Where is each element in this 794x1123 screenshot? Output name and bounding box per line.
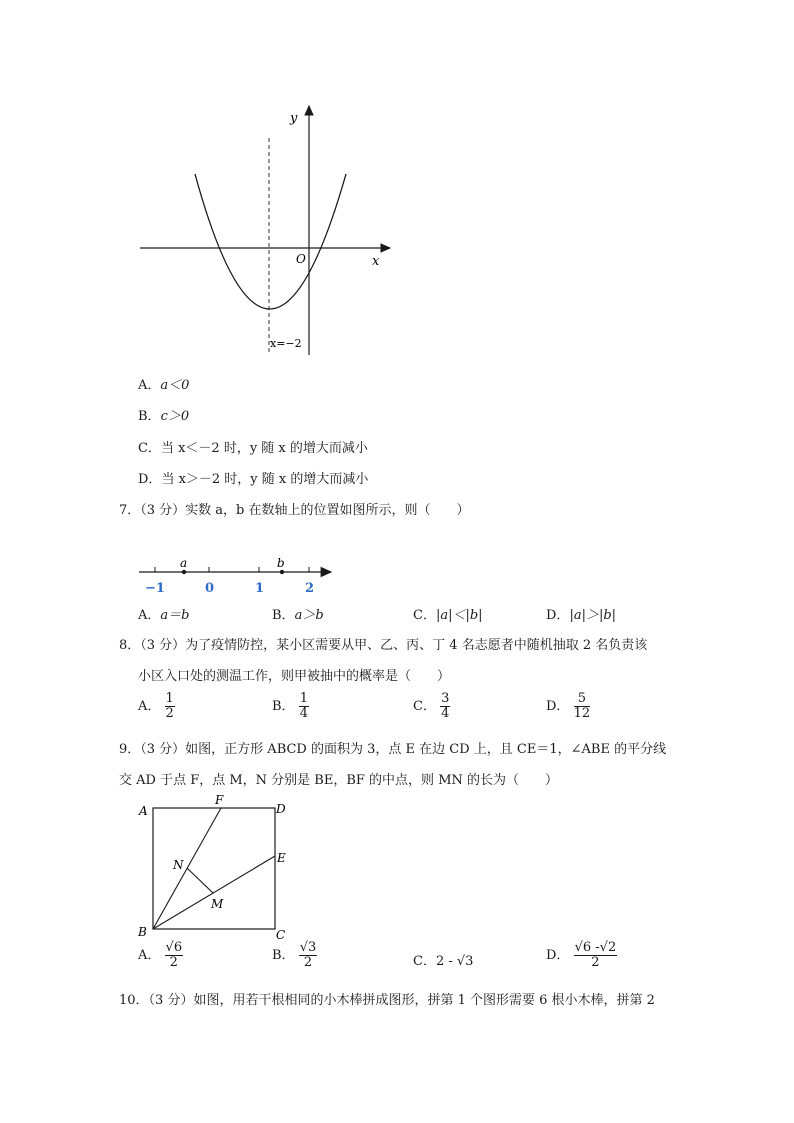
q6-option-d[interactable] [138, 468, 368, 487]
q10-stem: 10．（3 分）如图，用若干根相同的小木棒拼成图形，拼第 1 个图形需要 6 根小木棒，拼第 2 [119, 993, 655, 1008]
point-b-dot [280, 570, 284, 574]
q8-option-a-fraction [165, 692, 175, 721]
q8-option-c-fraction [440, 692, 450, 721]
q8-option-d-fraction [574, 692, 591, 721]
tick-label-2: 2 [305, 581, 315, 596]
q8-option-a[interactable] [138, 692, 175, 721]
fraction-numerator: 5 [574, 692, 591, 707]
fraction-denominator: 4 [299, 706, 308, 721]
fraction-numerator: 3 [441, 691, 450, 706]
parabola-figure [130, 100, 400, 360]
q8-option-b-letter: B． [272, 699, 295, 714]
q7-option-a-text: a＝b [160, 608, 190, 623]
segment-be [153, 856, 275, 929]
q7-option-d-letter: D． [546, 608, 570, 623]
symmetry-axis-label: x=−2 [270, 337, 302, 350]
parabola-curve [195, 174, 346, 309]
label-e: E [277, 851, 286, 865]
label-a: A [139, 804, 148, 818]
q6-option-b-text: c＞0 [160, 409, 190, 424]
q9-option-b-letter: B． [272, 948, 295, 963]
q9-stem-line1: 9．（3 分）如图，正方形 ABCD 的面积为 3，点 E 在边 CD 上，且 CE＝1，∠ABE 的平分线 [119, 742, 667, 757]
segment-mn [187, 868, 213, 893]
q9-option-c-letter: C． [413, 954, 436, 969]
q6-option-d-letter: D． [138, 472, 162, 487]
q9-option-a-fraction [165, 941, 184, 970]
q8-option-c[interactable] [413, 692, 450, 721]
q7-option-c-text: |a|＜|b| [435, 608, 483, 623]
q8-option-b[interactable] [272, 692, 309, 721]
square-figure [135, 790, 295, 940]
fraction-denominator: 12 [573, 706, 591, 721]
q6-option-a[interactable] [138, 374, 189, 393]
fraction-numerator: √3 [299, 940, 317, 955]
label-c: C [276, 928, 286, 940]
q6-option-d-text: 当 x＞－2 时，y 随 x 的增大而减小 [161, 472, 369, 487]
point-a-dot [182, 570, 186, 574]
label-m: M [211, 897, 224, 911]
q6-option-c-text: 当 x＜－2 时，y 随 x 的增大而减小 [160, 441, 368, 456]
origin-label: O [296, 252, 306, 266]
q8-option-d-letter: D． [546, 699, 570, 714]
q9-option-d[interactable] [546, 941, 617, 970]
q7-option-d-text: |a|＞|b| [569, 608, 617, 623]
q7-option-a-letter: A． [138, 608, 161, 623]
label-f: F [215, 793, 224, 807]
q7-option-a[interactable] [138, 604, 189, 623]
q9-option-a-letter: A． [138, 948, 161, 963]
q8-stem-line2: 小区入口处的测温工作，则甲被抽中的概率是（ ） [138, 669, 451, 684]
q9-option-d-fraction [574, 941, 618, 970]
point-a-label: a [180, 556, 188, 570]
fraction-numerator: 1 [165, 691, 174, 706]
fraction-numerator: 1 [299, 691, 308, 706]
x-axis-label: x [372, 254, 380, 269]
fraction-denominator: 2 [169, 955, 178, 970]
q9-option-d-letter: D． [546, 948, 570, 963]
fraction-denominator: 2 [591, 955, 600, 970]
label-b: B [138, 925, 147, 939]
tick-label-neg1: −1 [145, 581, 165, 596]
q6-option-b[interactable] [138, 405, 189, 424]
q7-option-d[interactable] [546, 604, 616, 623]
q9-stem-line2: 交 AD 于点 F，点 M，N 分别是 BE，BF 的中点，则 MN 的长为（ ） [119, 773, 559, 788]
fraction-numerator: √6 [165, 940, 183, 955]
q6-option-a-letter: A． [138, 378, 161, 393]
tick-label-0: 0 [205, 581, 215, 596]
q9-option-c[interactable] [413, 950, 473, 969]
q9-option-b[interactable] [272, 941, 317, 970]
fraction-denominator: 2 [165, 706, 174, 721]
fraction-denominator: 2 [303, 955, 313, 970]
q7-option-b-letter: B． [272, 608, 295, 623]
q9-option-c-text: 2 - √3 [435, 954, 474, 969]
number-line-figure [135, 555, 340, 600]
q7-stem: 7．（3 分）实数 a，b 在数轴上的位置如图所示，则（ ） [119, 503, 470, 518]
q9-option-b-fraction [299, 941, 318, 970]
q7-option-b-text: a＞b [294, 608, 324, 623]
q8-option-c-letter: C． [413, 699, 436, 714]
label-d: D [276, 802, 286, 816]
q8-option-a-letter: A． [138, 699, 161, 714]
q7-option-c-letter: C． [413, 608, 436, 623]
label-n: N [173, 858, 184, 872]
q6-option-c[interactable] [138, 437, 368, 456]
fraction-denominator: 4 [441, 706, 450, 721]
q8-stem-line1: 8．（3 分）为了疫情防控，某小区需要从甲、乙、丙、丁 4 名志愿者中随机抽取 2 名负责该 [119, 638, 648, 653]
q9-option-a[interactable] [138, 941, 183, 970]
point-b-label: b [277, 556, 285, 570]
y-axis-label: y [290, 111, 298, 126]
tick-label-1: 1 [255, 581, 265, 596]
q7-option-c[interactable] [413, 604, 483, 623]
fraction-numerator: √6 -√2 [574, 940, 617, 955]
q6-option-c-letter: C． [138, 441, 161, 456]
q6-option-a-text: a＜0 [160, 378, 190, 393]
q6-option-b-letter: B． [138, 409, 161, 424]
q7-option-b[interactable] [272, 604, 324, 623]
q8-option-d[interactable] [546, 692, 590, 721]
q8-option-b-fraction [299, 692, 309, 721]
